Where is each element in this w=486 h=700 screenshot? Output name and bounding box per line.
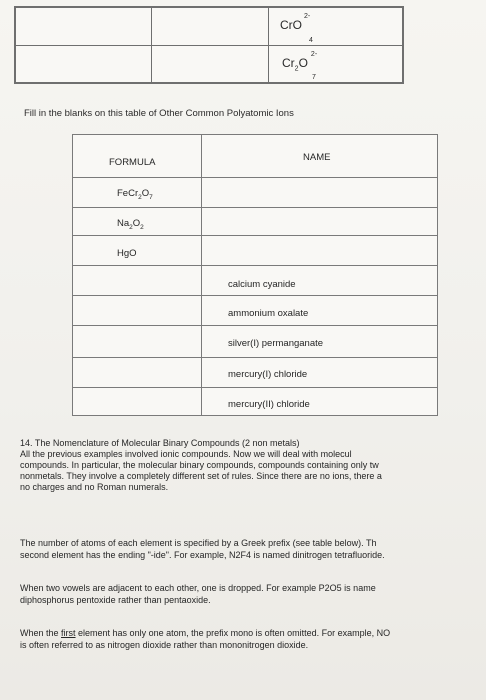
- section-title: 14. The Nomenclature of Molecular Binary Compounds (2 non metals): [20, 438, 300, 448]
- table-row-divider: [73, 235, 437, 236]
- paragraph-line: All the previous examples involved ionic compounds. Now we will deal with molecul: [20, 449, 352, 459]
- table-column-divider: [268, 8, 269, 82]
- table-row-divider: [73, 387, 437, 388]
- name-cell: calcium cyanide: [228, 279, 296, 290]
- table-instruction: Fill in the blanks on this table of Other Common Polyatomic Ions: [24, 108, 294, 119]
- paragraph-line: The number of atoms of each element is specified by a Greek prefix (see table below). Th: [20, 538, 377, 548]
- paragraph-line: When two vowels are adjacent to each other, one is dropped. For example P2O5 is name: [20, 583, 376, 593]
- table-row-divider: [73, 325, 437, 326]
- paragraph-line: no charges and no Roman numerals.: [20, 482, 169, 492]
- name-cell: mercury(I) chloride: [228, 369, 308, 380]
- table-row-divider: [16, 45, 402, 46]
- table-row-divider: [73, 357, 437, 358]
- table-row-divider: [73, 177, 437, 178]
- dichromate-subscript: 7: [312, 74, 316, 81]
- table-row-divider: [73, 265, 437, 266]
- paragraph-line: diphosphorus pentoxide rather than pentaoxide.: [20, 595, 211, 605]
- table-column-divider: [151, 8, 152, 82]
- chromate-formula: CrO$^{2-}$: [280, 13, 311, 32]
- formula-cell: $Na_2O_2$: [117, 218, 144, 231]
- paragraph-line: second element has the ending "-ide". For example, N2F4 is named dinitrogen tetrafluoride.: [20, 550, 385, 560]
- name-cell: ammonium oxalate: [228, 308, 309, 319]
- table-row-divider: [73, 295, 437, 296]
- name-cell: silver(I) permanganate: [228, 338, 324, 349]
- paragraph-line: nonmetals. They involve a completely different set of rules. Since there are no ions, there a: [20, 471, 382, 481]
- paragraph-line: When the first element has only one atom, the prefix mono is often omitted. For example, NO: [20, 628, 391, 638]
- formula-header: FORMULA: [109, 157, 156, 168]
- dichromate-table: [14, 6, 404, 84]
- name-header: NAME: [303, 152, 331, 163]
- chromate-subscript: 4: [309, 37, 313, 44]
- name-cell: mercury(II) chloride: [228, 399, 310, 410]
- table-row-divider: [73, 207, 437, 208]
- paragraph-line: is often referred to as nitrogen dioxide rather than mononitrogen dioxide.: [20, 640, 309, 650]
- polyatomic-ions-table: [72, 134, 438, 416]
- formula-cell: HgO: [117, 248, 137, 259]
- paragraph-line: compounds. In particular, the molecular binary compounds, compounds containing only tw: [20, 460, 379, 470]
- formula-cell: $FeCr_2O_7$: [117, 188, 153, 201]
- dichromate-formula: $Cr_2O^{2-}$: [282, 51, 318, 73]
